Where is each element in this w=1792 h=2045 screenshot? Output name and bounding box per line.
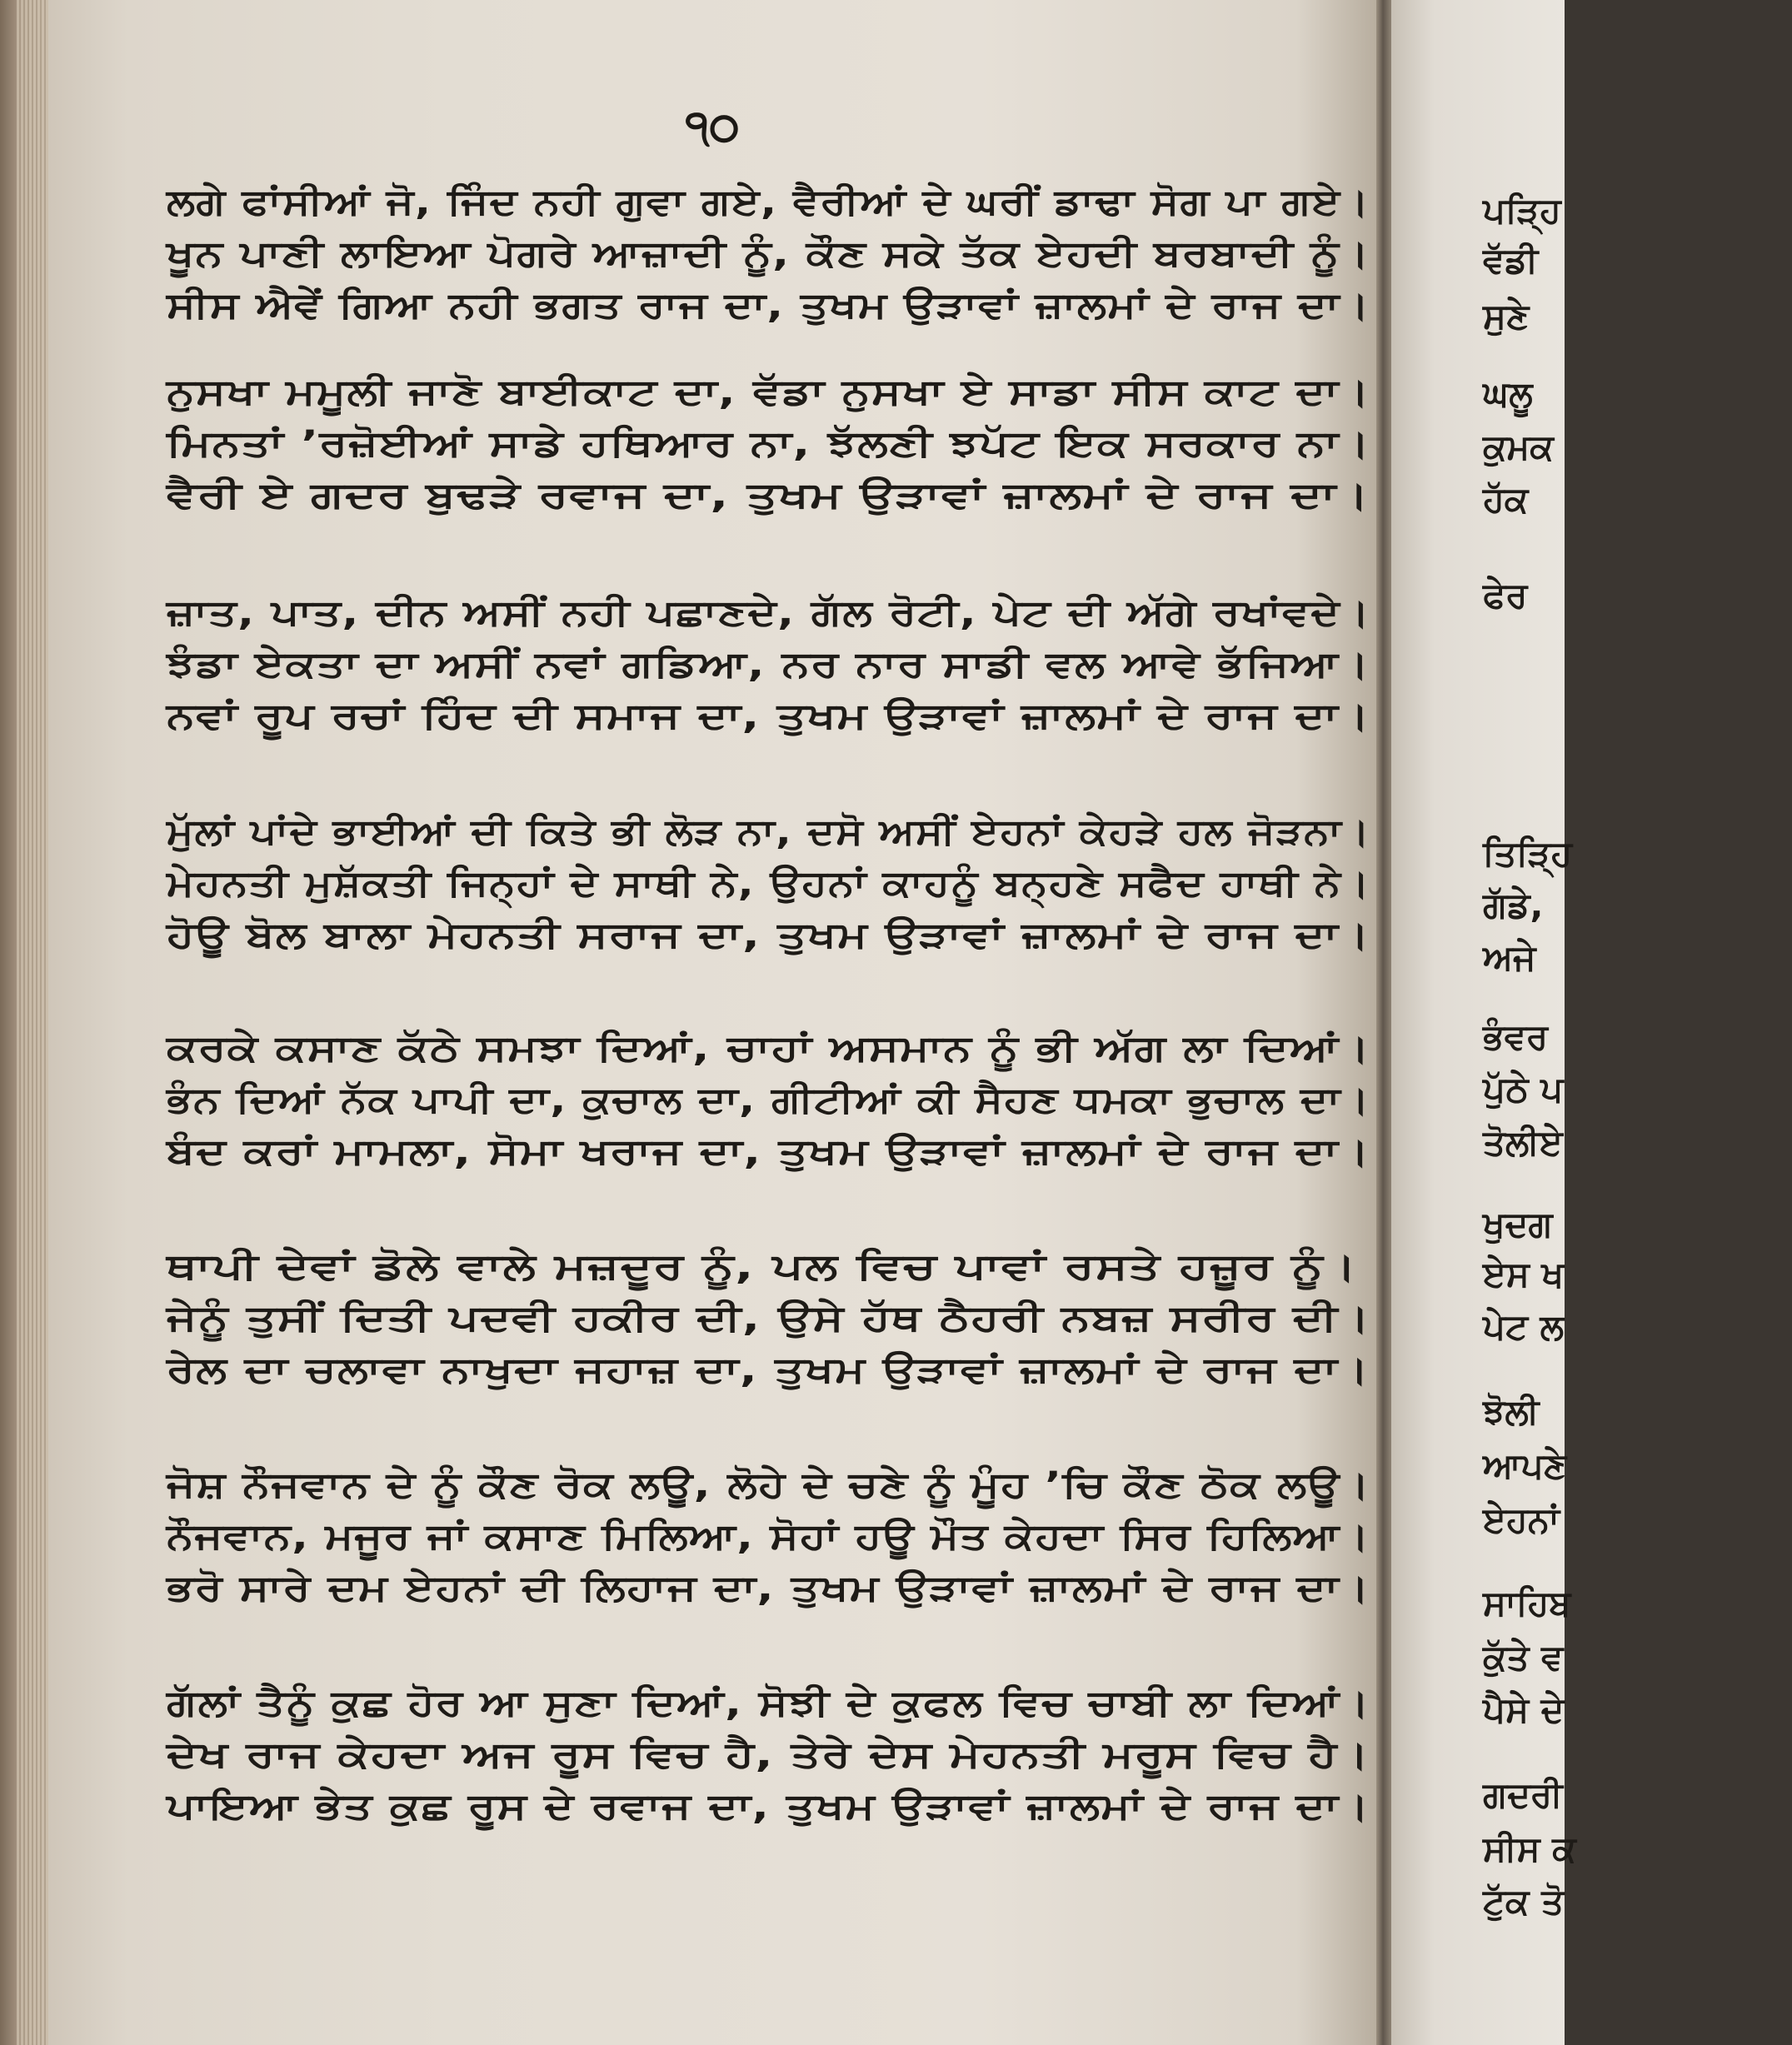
next-page-line-fragment: ਹੱਕ	[1483, 479, 1529, 520]
next-page-line-fragment: ਏਹਨਾਂ	[1483, 1499, 1560, 1540]
verse-line: ਭੰਨ ਦਿਆਂ ਨੱਕ ਪਾਪੀ ਦਾ, ਕੁਚਾਲ ਦਾ, ਗੀਟੀਆਂ ਕੀ ਸੈਹਣ ਧਮਕਾ ਭੁਚਾਲ ਦਾ।	[167, 1080, 1370, 1121]
verse-line: ਪਾਇਆ ਭੇਤ ਕੁਛ ਰੂਸ ਦੇ ਰਵਾਜ ਦਾ, ਤੁਖਮ ਉੜਾਵਾਂ ਜ਼ਾਲਮਾਂ ਦੇ ਰਾਜ ਦਾ।	[167, 1786, 1370, 1828]
verse-line: ਲਗੇ ਫਾਂਸੀਆਂ ਜੋ, ਜਿੰਦ ਨਹੀ ਗੁਵਾ ਗਏ, ਵੈਰੀਆਂ ਦੇ ਘਰੀਂ ਡਾਢਾ ਸੋਗ ਪਾ ਗਏ।	[167, 182, 1370, 223]
next-page-line-fragment: ਭੰਵਰ	[1483, 1016, 1549, 1057]
stanza-7	[167, 1459, 1370, 1614]
verse-line: ਜ਼ਾਤ, ਪਾਤ, ਦੀਨ ਅਸੀਂ ਨਹੀ ਪਛਾਣਦੇ, ਗੱਲ ਰੋਟੀ, ਪੇਟ ਦੀ ਅੱਗੇ ਰਖਾਂਵਦੇ।	[167, 592, 1371, 634]
verse-line: ਮੇਹਨਤੀ ਮੁਸ਼ੱਕਤੀ ਜਿਨ੍ਹਾਂ ਦੇ ਸਾਥੀ ਨੇ, ਉਹਨਾਂ ਕਾਹਨੂੰ ਬਨ੍ਹਣੇ ਸਫੈਦ ਹਾਥੀ ਨੇ।	[167, 863, 1371, 905]
next-page-line-fragment: ਆਪਣੇ	[1483, 1445, 1567, 1486]
next-page-line-fragment: ਗੱਡੇ,	[1483, 885, 1544, 925]
stanza-1	[167, 177, 1370, 332]
next-page-line-fragment: ਖੁਦਗ	[1483, 1204, 1553, 1244]
page-stack-edges	[17, 0, 50, 2045]
next-page-line-fragment: ਪੇਟ ਲ	[1483, 1306, 1565, 1347]
next-page-line-fragment: ਸਾਹਿਬ	[1483, 1583, 1571, 1624]
verse-line: ਜੋਸ਼ ਨੌਜਵਾਨ ਦੇ ਨੂੰ ਕੌਣ ਰੋਕ ਲਊ, ਲੋਹੇ ਦੇ ਚਣੇ ਨੂੰ ਮੂੰਹ ’ਚਿ ਕੌਣ ਠੋਕ ਲਊ।	[167, 1464, 1371, 1506]
next-page-line-fragment: ਕੁਮਕ	[1483, 426, 1554, 467]
verse-line: ਹੋਊ ਬੋਲ ਬਾਲਾ ਮੇਹਨਤੀ ਸਰਾਜ ਦਾ, ਤੁਖਮ ਉੜਾਵਾਂ ਜ਼ਾਲਮਾਂ ਦੇ ਰਾਜ ਦਾ।	[167, 915, 1371, 956]
verse-line: ਜੇਨੂੰ ਤੁਸੀਂ ਦਿਤੀ ਪਦਵੀ ਹਕੀਰ ਦੀ, ਉਸੇ ਹੱਥ ਠੈਹਰੀ ਨਬਜ਼ ਸਰੀਰ ਦੀ।	[167, 1298, 1371, 1339]
verse-line: ਨੌਜਵਾਨ, ਮਜੂਰ ਜਾਂ ਕਸਾਣ ਮਿਲਿਆ, ਸੋਹਾਂ ਹਊ ਮੌਤ ਕੇਹਦਾ ਸਿਰ ਹਿਲਿਆ।	[167, 1516, 1370, 1558]
verse-line: ਮਿਨਤਾਂ ’ਰਜ਼ੋਈਆਂ ਸਾਡੇ ਹਥਿਆਰ ਨਾ, ਝੱਲਣੀ ਝਪੱਟ ਇਕ ਸਰਕਾਰ ਨਾ।	[167, 423, 1371, 465]
verse-line: ਨਵਾਂ ਰੂਪ ਰਚਾਂ ਹਿੰਦ ਦੀ ਸਮਾਜ ਦਾ, ਤੁਖਮ ਉੜਾਵਾਂ ਜ਼ਾਲਮਾਂ ਦੇ ਰਾਜ ਦਾ।	[167, 696, 1371, 737]
verse-line: ਬੰਦ ਕਰਾਂ ਮਾਮਲਾ, ਸੋਮਾ ਖਰਾਜ ਦਾ, ਤੁਖਮ ਉੜਾਵਾਂ ਜ਼ਾਲਮਾਂ ਦੇ ਰਾਜ ਦਾ।	[167, 1131, 1371, 1173]
next-page-line-fragment: ਫੇਰ	[1483, 575, 1528, 616]
stanza-2	[167, 367, 1370, 521]
next-page-line-fragment: ਘਲੂ	[1483, 373, 1533, 414]
verse-line: ਖੂਨ ਪਾਣੀ ਲਾਇਆ ਪੋਗਰੇ ਆਜ਼ਾਦੀ ਨੂੰ, ਕੌਣ ਸਕੇ ਤੱਕ ਏਹਦੀ ਬਰਬਾਦੀ ਨੂੰ।	[167, 233, 1370, 275]
next-page-line-fragment: ਤਿੜ੍ਹਿ	[1483, 833, 1573, 874]
verse-line: ਰੇਲ ਦਾ ਚਲਾਵਾ ਨਾਖੁਦਾ ਜਹਾਜ਼ ਦਾ, ਤੁਖਮ ਉੜਾਵਾਂ ਜ਼ਾਲਮਾਂ ਦੇ ਰਾਜ ਦਾ।	[167, 1349, 1370, 1391]
next-page-line-fragment: ਪੁੱਠੇ ਪ	[1483, 1069, 1564, 1110]
verse-line: ਝੰਡਾ ਏਕਤਾ ਦਾ ਅਸੀਂ ਨਵਾਂ ਗਡਿਆ, ਨਰ ਨਾਰ ਸਾਡੀ ਵਲ ਆਵੇ ਭੱਜਿਆ।	[167, 644, 1370, 686]
verse-line: ਥਾਪੀ ਦੇਵਾਂ ਡੋਲੇ ਵਾਲੇ ਮਜ਼ਦੂਰ ਨੂੰ, ਪਲ ਵਿਚ ਪਾਵਾਂ ਰਸਤੇ ਹਜ਼ੂਰ ਨੂੰ।	[167, 1246, 1358, 1288]
right-page-fragment	[1391, 0, 1576, 2045]
next-page-line-fragment: ਅਜੇ	[1483, 937, 1536, 978]
verse-line: ਭਰੋ ਸਾਰੇ ਦਮ ਏਹਨਾਂ ਦੀ ਲਿਹਾਜ ਦਾ, ਤੁਖਮ ਉੜਾਵਾਂ ਜ਼ਾਲਮਾਂ ਦੇ ਰਾਜ ਦਾ।	[167, 1568, 1371, 1609]
left-page	[48, 0, 1376, 2045]
next-page-line-fragment: ਪੜ੍ਹਿ	[1483, 190, 1561, 231]
verse-line: ਵੈਰੀ ਏ ਗਦਰ ਬੁਢੜੇ ਰਵਾਜ ਦਾ, ਤੁਖਮ ਉੜਾਵਾਂ ਜ਼ਾਲਮਾਂ ਦੇ ਰਾਜ ਦਾ।	[167, 475, 1370, 516]
stanza-8	[167, 1678, 1370, 1833]
next-page-line-fragment: ਏਸ ਖ	[1483, 1254, 1565, 1294]
book-gutter	[1376, 0, 1391, 2045]
stanza-6	[167, 1241, 1370, 1396]
next-page-line-fragment: ਸੀਸ ਕ	[1483, 1828, 1576, 1869]
stanza-4	[167, 806, 1370, 961]
stanza-5	[167, 1023, 1370, 1178]
next-page-line-fragment: ਵੱਡੀ	[1483, 240, 1539, 281]
verse-line: ਮੁੱਲਾਂ ਪਾਂਦੇ ਭਾਈਆਂ ਦੀ ਕਿਤੇ ਭੀ ਲੋੜ ਨਾ, ਦਸੋ ਅਸੀਂ ਏਹਨਾਂ ਕੇਹੜੇ ਹਲ ਜੋੜਨਾ।	[167, 811, 1371, 853]
next-page-line-fragment: ਪੈਸੇ ਦੇ	[1483, 1689, 1565, 1730]
next-page-line-fragment: ਸੁਣੇ	[1483, 296, 1530, 337]
verse-line: ਨੁਸਖਾ ਮਮੂਲੀ ਜਾਣੋ ਬਾਈਕਾਟ ਦਾ, ਵੱਡਾ ਨੁਸਖਾ ਏ ਸਾਡਾ ਸੀਸ ਕਾਟ ਦਾ।	[167, 372, 1371, 413]
next-page-line-fragment: ਟੁੱਕ ਤੋ	[1483, 1881, 1565, 1922]
next-page-line-fragment: ਝੋਲੀ	[1483, 1391, 1540, 1432]
stanza-3	[167, 587, 1370, 742]
page-number: ੧੦	[685, 100, 740, 152]
verse-line: ਗੱਲਾਂ ਤੈਨੂੰ ਕੁਛ ਹੋਰ ਆ ਸੁਣਾ ਦਿਆਂ, ਸੋਝੀ ਦੇ ਕੁਫਲ ਵਿਚ ਚਾਬੀ ਲਾ ਦਿਆਂ।	[167, 1683, 1371, 1724]
verse-line: ਕਰਕੇ ਕਸਾਣ ਕੱਠੇ ਸਮਝਾ ਦਿਆਂ, ਚਾਹਾਂ ਅਸਮਾਨ ਨੂੰ ਭੀ ਅੱਗ ਲਾ ਦਿਆਂ।	[167, 1028, 1371, 1070]
verse-line: ਸੀਸ ਐਵੇਂ ਗਿਆ ਨਹੀ ਭਗਤ ਰਾਜ ਦਾ, ਤੁਖਮ ਉੜਾਵਾਂ ਜ਼ਾਲਮਾਂ ਦੇ ਰਾਜ ਦਾ।	[167, 285, 1371, 327]
next-page-line-fragment: ਤੋਲੀਏ	[1483, 1122, 1563, 1163]
next-page-line-fragment: ਕੁੱਤੇ ਵ	[1483, 1637, 1564, 1678]
next-page-line-fragment: ਗਦਰੀ	[1483, 1774, 1563, 1815]
verse-line: ਦੇਖ ਰਾਜ ਕੇਹਦਾ ਅਜ ਰੂਸ ਵਿਚ ਹੈ, ਤੇਰੇ ਦੇਸ ਮੇਹਨਤੀ ਮਰੂਸ ਵਿਚ ਹੈ।	[167, 1734, 1370, 1776]
